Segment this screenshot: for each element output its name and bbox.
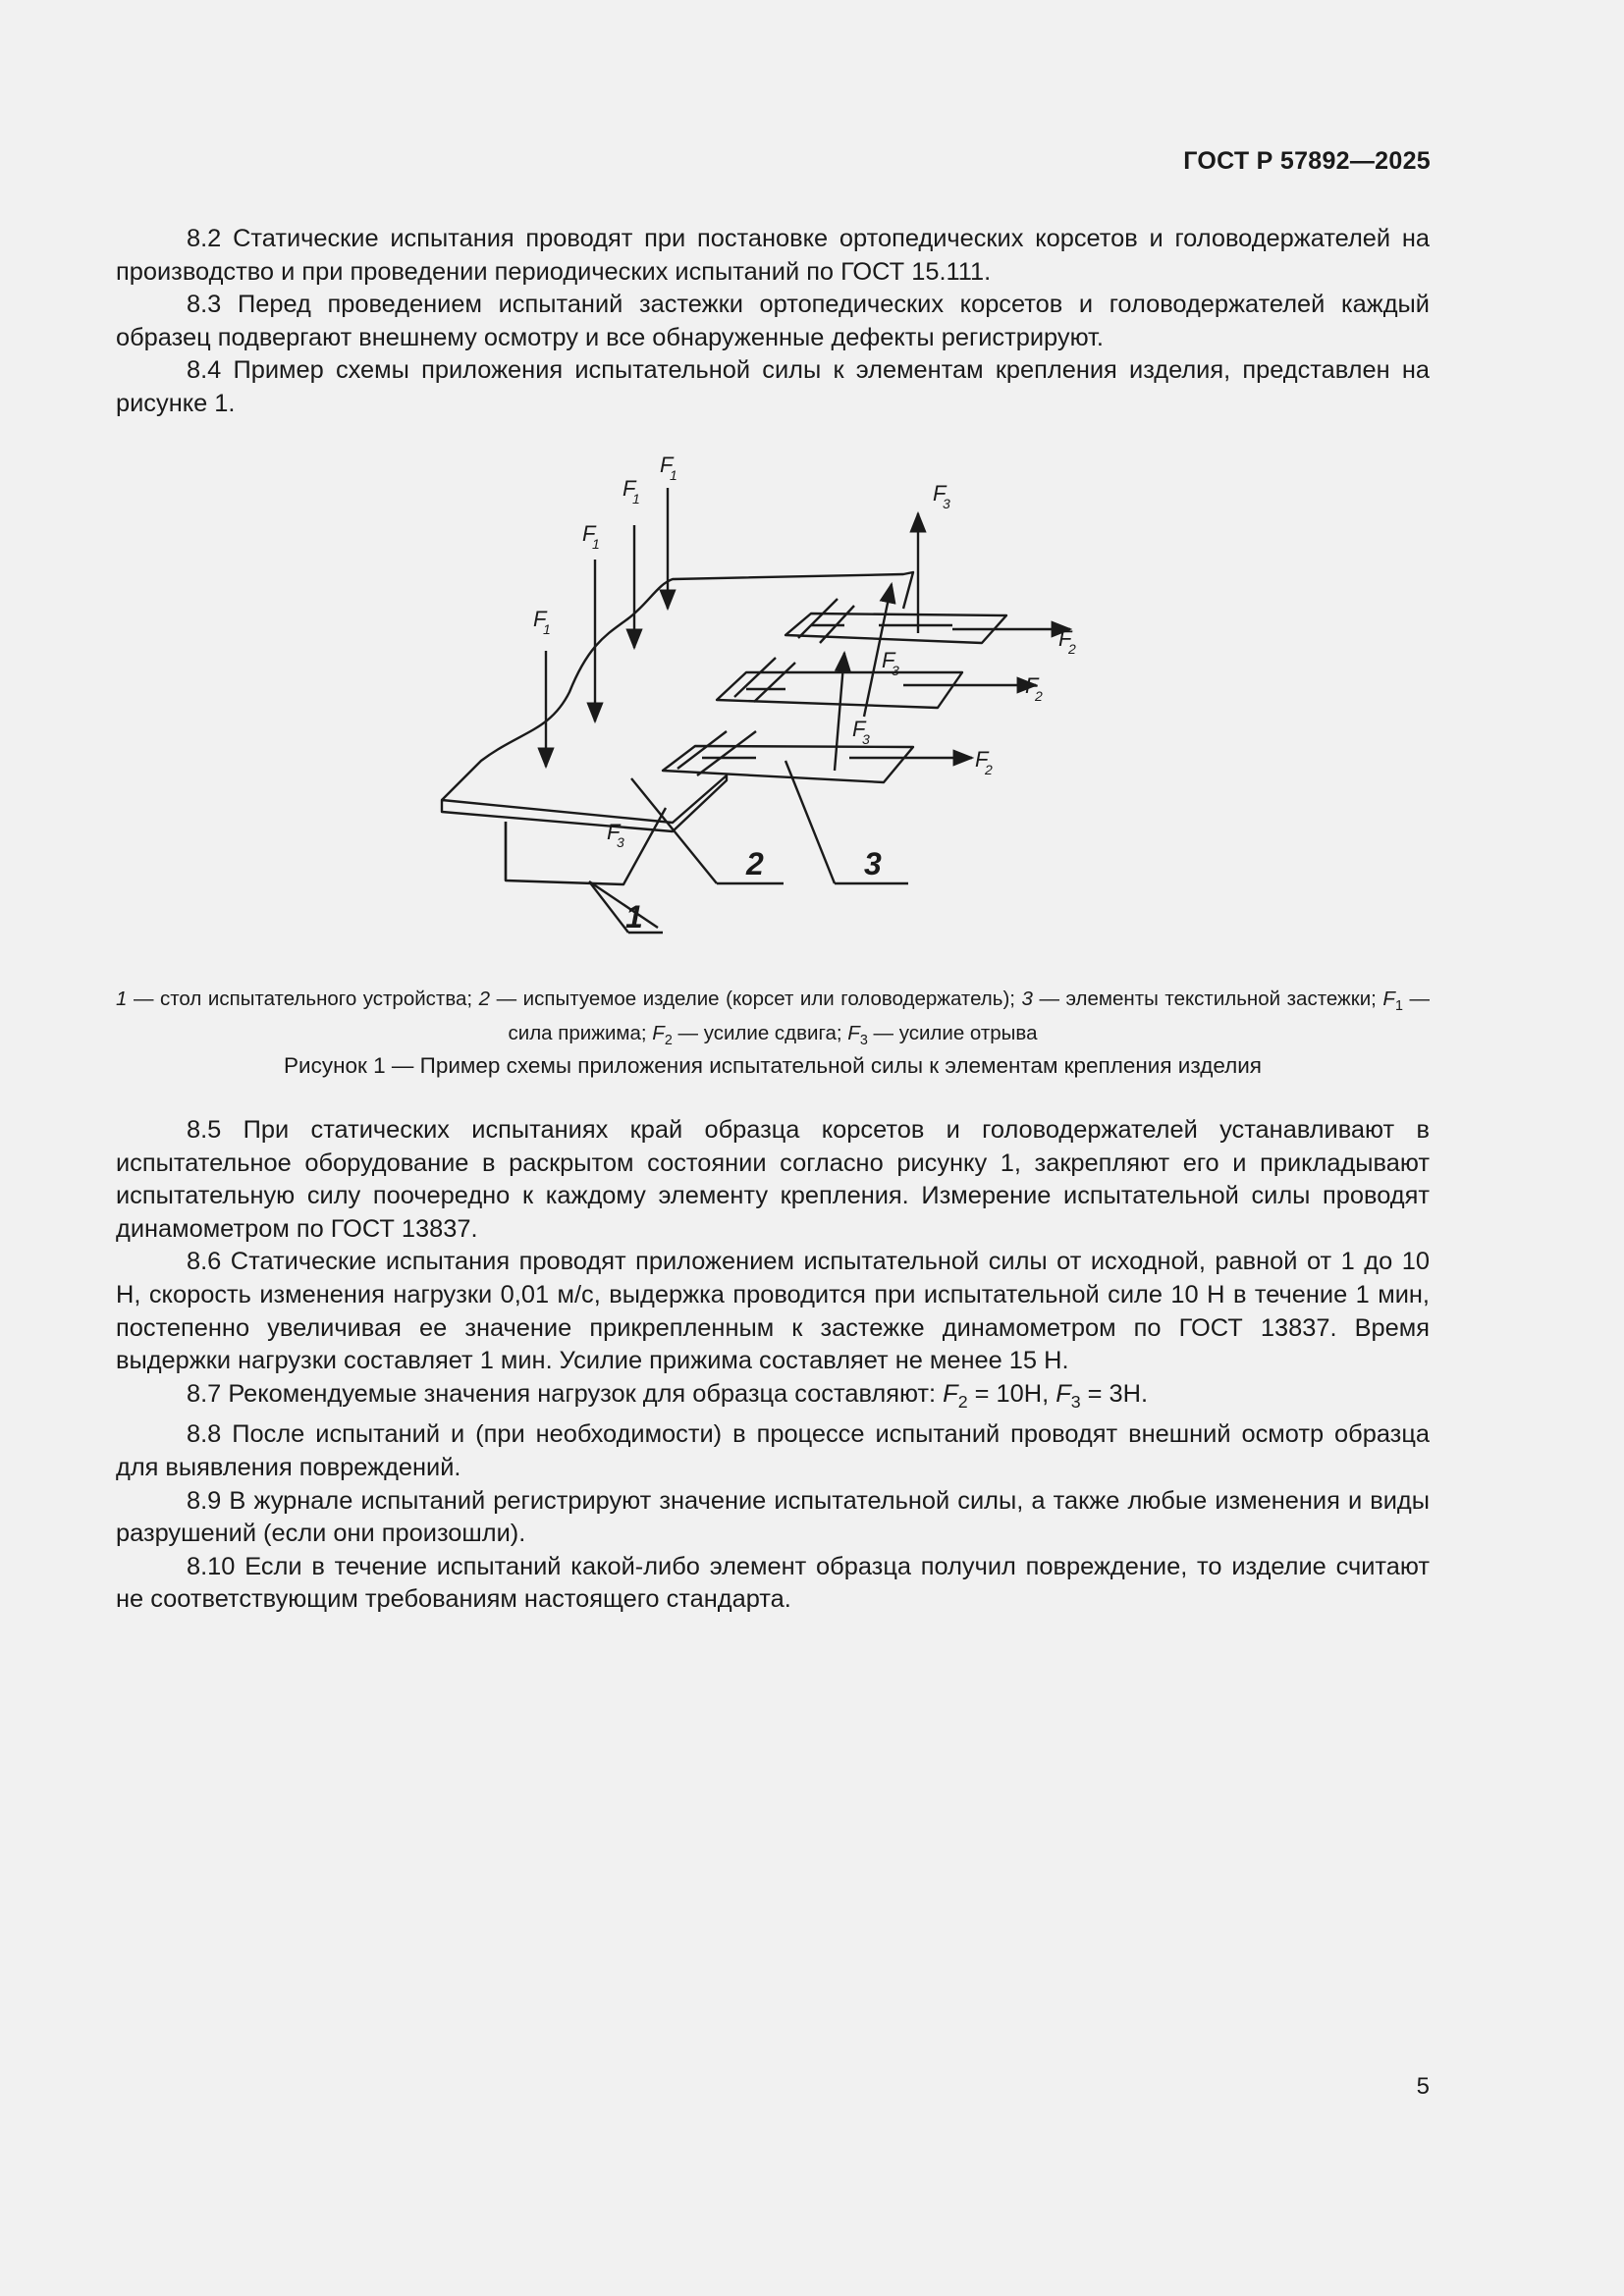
part-label-1: 1 xyxy=(625,899,643,934)
figure-legend: 1 — стол испытательного устройства; 2 — испытуемое изделие (корсет или головодержатель); 3 — элементы текстильной застежки; $F_1$ — сила прижима; $F_2$ — усилие сдвига; $F_3$ — усилие отрыва xyxy=(116,988,1430,1049)
legend-num-3: 3 xyxy=(1021,988,1033,1010)
paragraph-8-10: 8.10 Если в течение испытаний какой-либо элемент образца получил повреждение, то изделие считают не соответствующим требованиям настоящего стандарта. xyxy=(116,1552,1430,1614)
legend-text-3: — элементы текстильной застежки; xyxy=(1032,988,1383,1010)
legend-f1-text: — сила прижима; xyxy=(508,988,1430,1045)
legend-f3-text: — усилие отрыва xyxy=(867,1022,1038,1045)
legend-f3: F xyxy=(847,1022,860,1045)
svg-text:3: 3 xyxy=(617,834,624,850)
product-shape xyxy=(442,775,727,831)
svg-text:1: 1 xyxy=(592,536,600,552)
figure-caption: Рисунок 1 — Пример схемы приложения испытательной силы к элементам крепления изделия xyxy=(284,1053,1262,1078)
paragraph-8-4: 8.4 Пример схемы приложения испытательной силы к элементам крепления изделия, представлен на рисунке 1. xyxy=(116,356,1430,417)
svg-text:3: 3 xyxy=(892,663,899,678)
legend-f2-text: — усилие сдвига; xyxy=(672,1022,848,1045)
legend-num-1: 1 xyxy=(116,988,128,1010)
label-f2-b: F xyxy=(1025,673,1039,698)
paragraph-8-9: 8.9 В журнале испытаний регистрируют значение испытательной силы, а также любые изменения и виды разрушений (если они произошли). xyxy=(116,1486,1430,1548)
paragraph-8-7: 8.7 Рекомендуемые значения нагрузок для образца составляют: $F_2 = 10Н$, $F_3 = 3Н$. xyxy=(187,1379,1149,1412)
page-number: 5 xyxy=(1416,2073,1430,2100)
svg-text:2: 2 xyxy=(985,762,993,777)
top-text-block xyxy=(116,223,1430,421)
paragraph-8-5: 8.5 При статических испытаниях край образца корсетов и головодержателей устанавливают в испытательное оборудование в раскрытом состоянии согласно рисунку 1, закрепляют его и прикладывают испытательную силу поочередно к каждому элементу крепления. Измерение испытательной силы проводят динамометром по ГОСТ 13837. xyxy=(116,1116,1430,1243)
label-f1-a-sub: 1 xyxy=(543,621,551,637)
paragraph-8-8: 8.8 После испытаний и (при необходимости) в процессе испытаний проводят внешний осмотр образца для выявления повреждений. xyxy=(116,1420,1430,1482)
label-f3-c: F xyxy=(852,717,866,741)
legend-f2: F xyxy=(652,1022,665,1045)
legend-text-2: — испытуемое изделие (корсет или головодержатель); xyxy=(490,988,1022,1010)
svg-text:1: 1 xyxy=(670,467,677,483)
svg-text:3: 3 xyxy=(862,731,870,747)
label-f1-b: F xyxy=(582,521,596,546)
paragraph-8-3: 8.3 Перед проведением испытаний застежки ортопедических корсетов и головодержателей каждый образец подвергают внешнему осмотру и все обнаруженные дефекты регистрируют. xyxy=(116,291,1430,351)
svg-text:2: 2 xyxy=(1068,641,1076,657)
part-label-3: 3 xyxy=(864,846,882,881)
force-scheme-svg xyxy=(422,437,1110,947)
legend-num-2: 2 xyxy=(478,988,491,1010)
label-f3-d: F xyxy=(607,820,621,844)
paragraph-8-2: 8.2 Статические испытания проводят при постановке ортопедических корсетов и головодержателей на производство и при проведении периодических испытаний по ГОСТ 15.111. xyxy=(116,225,1430,286)
force-labels xyxy=(533,453,1076,850)
figure-1-diagram xyxy=(422,437,1110,947)
legend-f1: F xyxy=(1382,988,1395,1010)
document-header: ГОСТ Р 57892—2025 xyxy=(1183,147,1431,175)
label-f3-b: F xyxy=(882,648,895,672)
label-f2-a: F xyxy=(1058,626,1072,651)
paragraph-8-6: 8.6 Статические испытания проводят приложением испытательной силы от исходной, равной от 1 до 10 Н, скорость изменения нагрузки 0,01 м/с, выдержка проводится при испытательной силе 10 Н в течение 1 мин, постепенно увеличивая ее значение прикрепленным к застежке динамометром по ГОСТ 13837. Время выдержки нагрузки составляет 1 мин. Усилие прижима составляет не менее 15 Н. xyxy=(116,1248,1430,1375)
label-f1-a: F xyxy=(533,607,547,631)
legend-text-1: — стол испытательного устройства; xyxy=(127,988,479,1010)
svg-text:2: 2 xyxy=(1035,688,1043,704)
label-f2-c: F xyxy=(975,747,989,772)
part-label-2: 2 xyxy=(746,846,764,881)
bottom-text-block xyxy=(116,1114,1430,1617)
label-f3-a: F xyxy=(933,481,947,506)
label-f1-d: F xyxy=(660,453,674,477)
svg-text:1: 1 xyxy=(632,491,640,507)
label-f1-c: F xyxy=(623,476,636,501)
svg-text:3: 3 xyxy=(943,496,950,511)
